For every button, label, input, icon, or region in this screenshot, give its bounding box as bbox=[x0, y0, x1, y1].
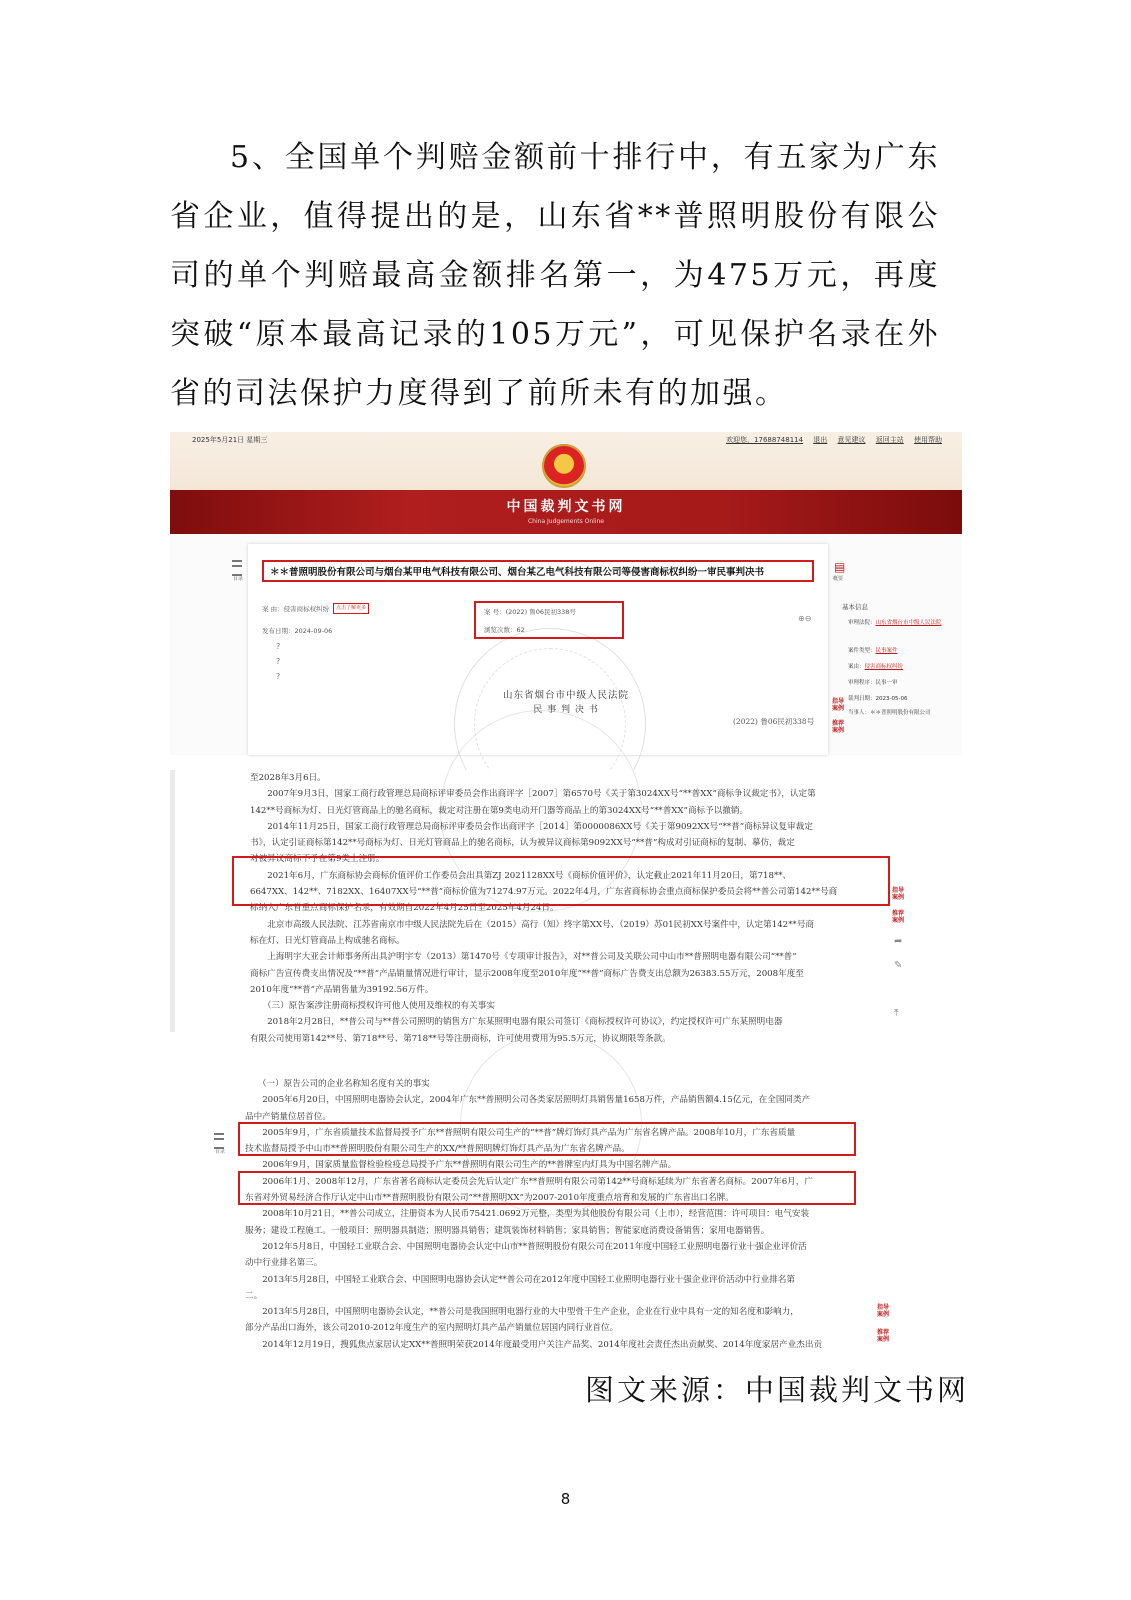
text-line: （一）原告公司的企业名称知名度有关的事实 bbox=[245, 1079, 430, 1089]
text-line: 2012年5月8日，中国轻工业联合会、中国照明电器协会认定中山市**普照明股份有限公司在2011年度中国轻工业照明电器行业十强企业评价活 bbox=[245, 1241, 807, 1252]
text-line: 品中产销量位居首位。 bbox=[245, 1111, 331, 1122]
view-count: 浏览次数：62 bbox=[484, 626, 525, 634]
text-line: 二。 bbox=[245, 1290, 263, 1301]
document-title: ＊＊普照明股份有限公司与烟台某甲电气科技有限公司、烟台某乙电气科技有限公司等侵害商标权纠纷一审民事判决书 bbox=[262, 560, 814, 582]
text-line: 2010年度“**普”产品销售量为39192.56万件。 bbox=[250, 984, 434, 995]
share-icon[interactable]: ➦ bbox=[894, 936, 903, 947]
site-name: 中国裁判文书网 bbox=[506, 499, 626, 515]
site-top-links bbox=[718, 435, 942, 445]
site-date: 2025年5月21日 星期三 bbox=[192, 436, 268, 444]
home-link[interactable]: 返回主站 bbox=[875, 436, 904, 444]
side-row: 当事人：＊＊普照明股份有限公司 bbox=[848, 710, 931, 716]
text-line: 标在灯、日光灯管商品上构成驰名商标。 bbox=[250, 935, 405, 946]
text-line: 6647XX、142**、7182XX、16407XX号“**普”商标价值为71274.97万元。2022年4月，广东省商标协会重点商标保护委员会将**普公司第142**号商 bbox=[250, 887, 838, 898]
image-caption: 图文来源：中国裁判文书网 bbox=[585, 1373, 970, 1407]
text-line: 2018年2月28日，**普公司与**普公司照明的销售方广东某照明电器有限公司签订《商标授权许可协议》，约定授权许可广东某照明电器 bbox=[250, 1017, 783, 1028]
text-line: 对被异议商标不予在第9类上注册。 bbox=[250, 854, 385, 865]
guiding-case-label[interactable]: 指导案例 bbox=[832, 698, 845, 712]
side-row: 裁判日期：2023-05-06 bbox=[848, 696, 908, 702]
guiding-case-label[interactable]: 指导案例 bbox=[877, 1304, 890, 1318]
text-line: 2007年9月3日，国家工商行政管理总局商标评审委员会作出商评字［2007］第6570号《关于第3024XX号“**普XX”商标争议裁定书》，认定第 bbox=[250, 789, 816, 800]
text-line: 技术监督局授予中山市**普照明股份有限公司生产的XX/**普照明牌灯饰灯具产品为广东省名牌产品。 bbox=[245, 1144, 630, 1155]
publish-date: 发布日期：2024-09-06 bbox=[262, 627, 333, 635]
question-mark: ? bbox=[276, 672, 281, 681]
question-mark: ? bbox=[276, 642, 281, 651]
side-row: 案件类型：民事案件 bbox=[848, 648, 898, 654]
text-line: 2006年9月，国家质量监督检验检疫总局授予广东**普照明有限公司生产的**普牌室内灯具为中国名牌产品。 bbox=[245, 1160, 677, 1171]
back-to-top-icon[interactable]: ⤒ bbox=[894, 1008, 899, 1019]
menu-label: 目录 bbox=[233, 576, 244, 582]
document-type: 民 事 判 决 书 bbox=[533, 705, 599, 715]
text-line: 部分产品出口海外，该公司2010-2012年度生产的室内照明灯具产品产销量位居国内同行业首位。 bbox=[245, 1323, 619, 1334]
text-line: 2006年1月、2008年12月，广东省著名商标认定委员会先后认定广东**普照明有限公司第142**号商标延续为广东省著名商标。2007年6月，广 bbox=[245, 1176, 813, 1187]
highlight-box bbox=[238, 1171, 856, 1205]
text-line: 商标广告宣传费支出情况及“**普”产品销量情况进行审计，显示2008年度至2010年度“**普”商标广告费支出总额为26383.55万元，2008年度至 bbox=[250, 968, 804, 979]
text-line: 2021年6月，广东商标协会商标价值评价工作委员会出具第ZJ 2021128XX号《商标价值评价》，认定截止2021年11月20日，第718**、 bbox=[250, 870, 792, 881]
side-row: 案由：侵害商标权纠纷 bbox=[848, 664, 904, 670]
text-line: 2008年10月21日，**普公司成立，注册资本为人民币75421.0692万元整，类型为其他股份有限公司（上市），经营范围：许可项目：电气安装 bbox=[245, 1209, 810, 1220]
recommended-case-label[interactable]: 推荐案例 bbox=[892, 910, 905, 924]
logout-link[interactable]: 退出 bbox=[813, 436, 828, 444]
case-cause: 案 由：侵害商标权纠纷 bbox=[262, 605, 330, 613]
guiding-case-label[interactable]: 指导案例 bbox=[892, 887, 905, 901]
text-line: 2005年6月20日，中国照明电器协会认定，2004年广东**普照明公司各类家居照明灯具销售量1658万件，产品销售额4.15亿元，在全国同类产 bbox=[245, 1095, 811, 1106]
case-number-right: (2022) 鲁06民初338号 bbox=[733, 717, 815, 726]
text-line: 北京市高级人民法院、江苏省南京市中级人民法院先后在（2015）高行（知）终字第XX号、（2019）苏01民初XX号案件中，认定第142**号商 bbox=[250, 919, 814, 930]
page-number: 8 bbox=[560, 1490, 571, 1508]
feedback-link[interactable]: 意见建议 bbox=[837, 436, 866, 444]
menu-icon[interactable] bbox=[232, 560, 242, 576]
text-line: 2014年12月19日，搜狐焦点家居认定XX**普照明荣获2014年度最受用户关注产品奖、2014年度社会责任杰出贡献奖、2014年度家居产业杰出贡 bbox=[245, 1339, 823, 1350]
text-line: 至2028年3月6日。 bbox=[250, 773, 326, 783]
help-link[interactable]: 使用帮助 bbox=[914, 436, 942, 444]
text-line: 2013年5月28日，中国照明电器协会认定，**普公司是我国照明电器行业的大中型骨干生产企业，企业在行业中具有一定的知名度和影响力， bbox=[245, 1307, 799, 1318]
text-line: 东省对外贸易经济合作厅认定中山市**普照明股份有限公司“**普照明XX”为2007-2010年度重点培育和发展的广东省出口名牌。 bbox=[245, 1193, 734, 1204]
text-line: 有限公司使用第142**号、第718**号、第718**号等注册商标，许可使用费用为95.5万元，协议期限等条款。 bbox=[250, 1033, 671, 1044]
excerpt-2-text bbox=[245, 1076, 855, 1353]
side-title: 基本信息 bbox=[842, 603, 868, 611]
judgement-excerpt-1 bbox=[170, 770, 915, 1044]
edit-icon[interactable]: ✎ bbox=[894, 960, 903, 971]
text-line: 2014年11月25日，国家工商行政管理总局商标评审委员会作出商评字［2014］第0000086XX号《关于第9092XX号“**普”商标异议复审裁定 bbox=[250, 821, 813, 832]
court-name: 山东省烟台市中级人民法院 bbox=[502, 690, 629, 701]
excerpt-1-text bbox=[250, 770, 850, 1047]
site-name-en: China Judgements Online bbox=[527, 518, 604, 525]
side-row: 审理法院：山东省烟台市中级人民法院 bbox=[848, 620, 942, 626]
main-paragraph: 5、全国单个判赔金额前十排行中，有五家为广东省企业，值得提出的是，山东省**普照明股份有限公司的单个判赔最高金额排名第一，为475万元，再度突破“原本最高记录的105万元”，可见保护名录在外省的司法保护力度得到了前所未有的加强。 bbox=[170, 140, 940, 411]
user-link[interactable]: 欢迎您，17688748114 bbox=[726, 436, 804, 444]
text-line: 2013年5月28日，中国轻工业联合会、中国照明电器协会认定**普公司在2012年度中国轻工业照明电器行业十强企业评价活动中行业排名第 bbox=[245, 1274, 795, 1285]
case-number: 案 号：(2022) 鲁06民初338号 bbox=[484, 608, 576, 616]
judgement-site-screenshot bbox=[170, 432, 962, 755]
text-line: 服务；建设工程施工。一般项目：照明器具制造；照明器具销售；建筑装饰材料销售；家具销售；智能家庭消费设备销售；家用电器销售。 bbox=[245, 1225, 770, 1236]
highlight-box bbox=[232, 856, 890, 906]
recommended-case-label[interactable]: 推荐案例 bbox=[877, 1329, 890, 1343]
text-line: 142**号商标为灯、日光灯管商品上的驰名商标，裁定对注册在第9类电动开门器等商品上的第3024XX号“**普XX”商标予以撤销。 bbox=[250, 805, 749, 816]
overview-label: 概要 bbox=[833, 576, 844, 582]
side-row: 审理程序：民事一审 bbox=[848, 680, 898, 686]
share-icon[interactable]: ⊕⊖ bbox=[798, 614, 812, 623]
question-mark: ? bbox=[276, 657, 281, 666]
learn-more-tag[interactable]: 点击了解更多 bbox=[333, 603, 369, 614]
text-line: 上海明宇大亚会计师事务所出具沪明宇专（2013）第1470号《专项审计报告》，对**普公司及关联公司中山市**普照明电器有限公司“**普” bbox=[250, 952, 797, 963]
overview-icon[interactable]: ▤ bbox=[834, 560, 846, 574]
judgement-excerpt-2 bbox=[170, 1073, 930, 1356]
text-line: 2005年9月，广东省质量技术监督局授予广东**普照明有限公司生产的“**普”牌灯饰灯具产品为广东省名牌产品。2008年10月，广东省质量 bbox=[245, 1127, 796, 1138]
text-line: 动中行业排名第三。 bbox=[245, 1258, 323, 1269]
text-line: 标纳入广东省重点商标保护名录，有效期自2022年4月25日至2025年4月24日。 bbox=[250, 903, 559, 914]
recommended-case-label[interactable]: 推荐案例 bbox=[832, 720, 845, 734]
menu-label: 目录 bbox=[215, 1149, 226, 1155]
highlight-box bbox=[238, 1122, 856, 1156]
court-emblem-icon bbox=[542, 444, 586, 488]
menu-icon[interactable] bbox=[214, 1133, 224, 1149]
text-line: 书》，认定引证商标第142**号商标为灯、日光灯管商品上的驰名商标，认为被异议商标第9092XX号“**普”构成对引证商标的复制、摹仿，裁定 bbox=[250, 838, 795, 849]
text-line: （三）原告案涉注册商标授权许可他人使用及维权的有关事实 bbox=[250, 1001, 495, 1012]
excerpt-edge bbox=[170, 770, 175, 1032]
